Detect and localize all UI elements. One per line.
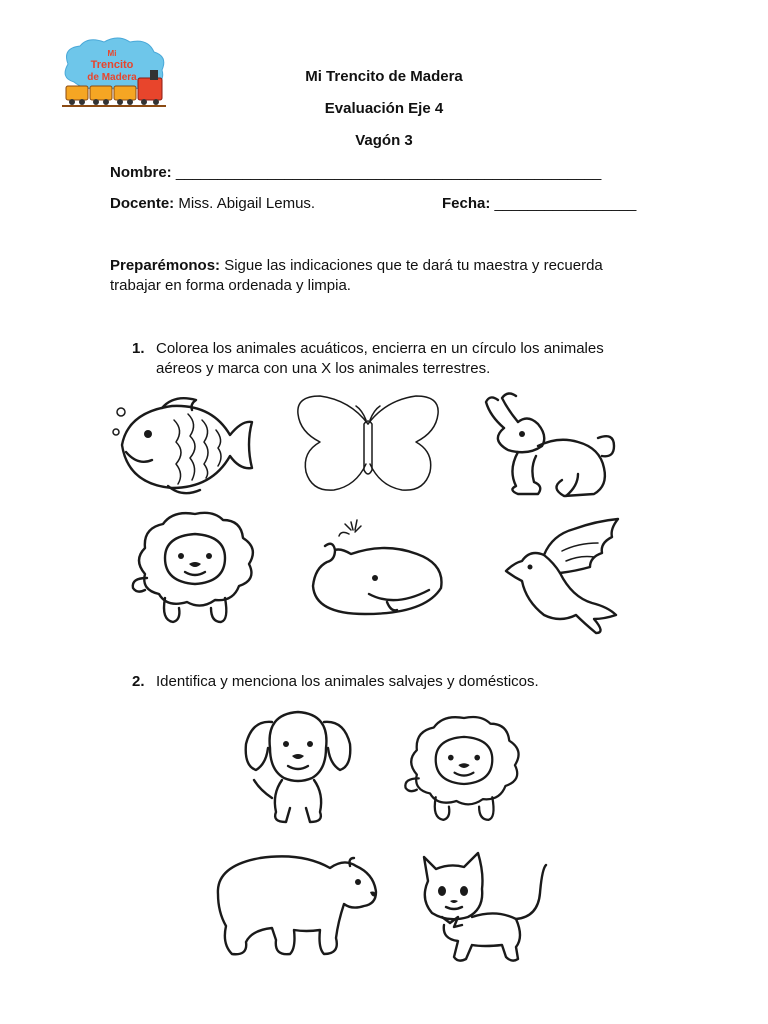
teacher-value: Miss. Abigail Lemus.	[178, 195, 316, 212]
question-2	[132, 672, 632, 692]
intro-paragraph	[110, 256, 650, 296]
rabbit-icon	[478, 390, 618, 500]
teacher-label: Docente:	[110, 195, 175, 212]
logo-text-line1: Mi	[107, 49, 117, 58]
logo-text-line3: de Madera	[87, 72, 137, 83]
dog-icon	[242, 704, 354, 826]
question-1	[132, 339, 632, 377]
whale-icon	[305, 516, 450, 622]
name-field[interactable]: ___________________________________________________	[175, 164, 602, 181]
evaluation-title: Evaluación Eje 4	[324, 100, 444, 117]
fish-icon	[112, 390, 257, 500]
butterfly-icon	[290, 392, 446, 502]
dove-icon	[500, 515, 622, 637]
lion-icon	[398, 712, 530, 824]
question-2-text: Identifica y menciona los animales salvajes y domésticos.	[156, 673, 539, 690]
teacher-row	[110, 195, 315, 212]
wagon-title: Vagón 3	[355, 132, 413, 149]
name-row	[110, 164, 601, 181]
question-1-number: 1.	[132, 340, 145, 357]
school-title: Mi Trencito de Madera	[305, 68, 463, 85]
name-label: Nombre:	[110, 164, 172, 181]
lion-icon	[125, 508, 265, 626]
logo-text-line2: Trencito	[90, 59, 134, 71]
intro-text: Sigue las indicaciones que te dará tu maestra y recuerda trabajar en forma ordenada y limpia.	[110, 257, 603, 294]
cat-icon	[412, 847, 552, 965]
date-label: Fecha:	[442, 195, 491, 212]
bear-icon	[210, 848, 380, 960]
date-field[interactable]: _________________	[494, 195, 637, 212]
question-1-text: Colorea los animales acuáticos, encierra en un círculo los animales aéreos y marca con una X los animales terrestres.	[156, 340, 604, 377]
intro-label: Preparémonos:	[110, 257, 221, 274]
date-row	[442, 195, 636, 212]
question-2-number: 2.	[132, 673, 145, 690]
